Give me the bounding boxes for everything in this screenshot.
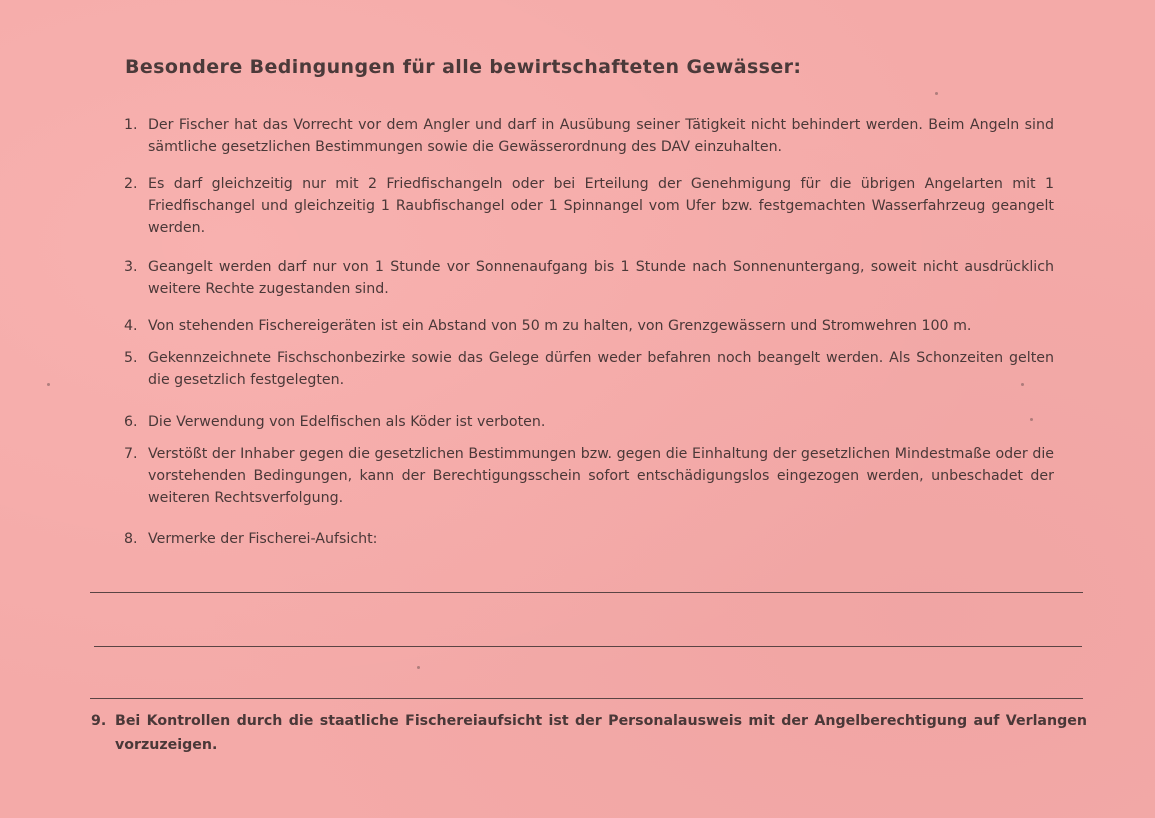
item-text: Verstößt der Inhaber gegen die gesetzlichen Bestimmungen bzw. gegen die Einhaltung der gesetzlichen Mindestmaße oder die vorstehenden Bedingungen, kann der Berechtigungsschein sofort entschädigungslos eingezogen werden, unbeschadet der weiteren Rechtsverfolgung. (148, 446, 1054, 506)
paper-speck (417, 666, 420, 669)
document-title: Besondere Bedingungen für alle bewirtschafteten Gewässer: (125, 56, 802, 78)
item-text: Bei Kontrollen durch die staatliche Fischereiaufsicht ist der Personalausweis mit der Angelberechtigung auf Verlangen vorzuzeigen. (115, 713, 1087, 753)
condition-item-6 (124, 411, 1054, 433)
condition-item-3 (124, 256, 1054, 300)
condition-item-4 (124, 315, 1054, 337)
paper-speck (935, 92, 938, 95)
item-text: Vermerke der Fischerei-Aufsicht: (148, 531, 378, 547)
item-number: 8. (124, 531, 138, 547)
item-number: 6. (124, 414, 138, 430)
item-text: Die Verwendung von Edelfischen als Köder ist verboten. (148, 414, 546, 430)
condition-item-1 (124, 114, 1054, 158)
condition-item-2 (124, 173, 1054, 239)
notes-line-3 (90, 698, 1083, 699)
condition-item-5 (124, 347, 1054, 391)
condition-item-8 (124, 528, 1054, 550)
item-number: 2. (124, 176, 138, 192)
notes-line-2 (94, 646, 1082, 647)
paper-speck (47, 383, 50, 386)
item-text: Der Fischer hat das Vorrecht vor dem Angler und darf in Ausübung seiner Tätigkeit nicht behindert werden. Beim Angeln sind sämtliche gesetzlichen Bestimmungen sowie die Gewässerordnung des DAV einzuhalten. (148, 117, 1054, 155)
item-number: 9. (91, 713, 107, 729)
item-number: 4. (124, 318, 138, 334)
paper-speck (1021, 383, 1024, 386)
item-number: 3. (124, 259, 138, 275)
item-text: Geangelt werden darf nur von 1 Stunde vor Sonnenaufgang bis 1 Stunde nach Sonnenuntergang, soweit nicht ausdrücklich weitere Rechte zugestanden sind. (148, 259, 1054, 297)
paper-speck (1030, 418, 1033, 421)
item-number: 7. (124, 446, 138, 462)
item-text: Von stehenden Fischereigeräten ist ein Abstand von 50 m zu halten, von Grenzgewässern und Stromwehren 100 m. (148, 318, 972, 334)
notes-line-1 (90, 592, 1083, 593)
item-text: Es darf gleichzeitig nur mit 2 Friedfischangeln oder bei Erteilung der Genehmigung für die übrigen Angelarten mit 1 Friedfischangel und gleichzeitig 1 Raubfischangel oder 1 Spinnangel vom Ufer bzw. festgemachten Wasserfahrzeug geangelt werden. (148, 176, 1054, 236)
item-number: 5. (124, 350, 138, 366)
condition-item-7 (124, 443, 1054, 509)
condition-item-9 (91, 709, 1087, 757)
item-text: Gekennzeichnete Fischschonbezirke sowie das Gelege dürfen weder befahren noch beangelt werden. Als Schonzeiten gelten die gesetzlich festgelegten. (148, 350, 1054, 388)
item-number: 1. (124, 117, 138, 133)
